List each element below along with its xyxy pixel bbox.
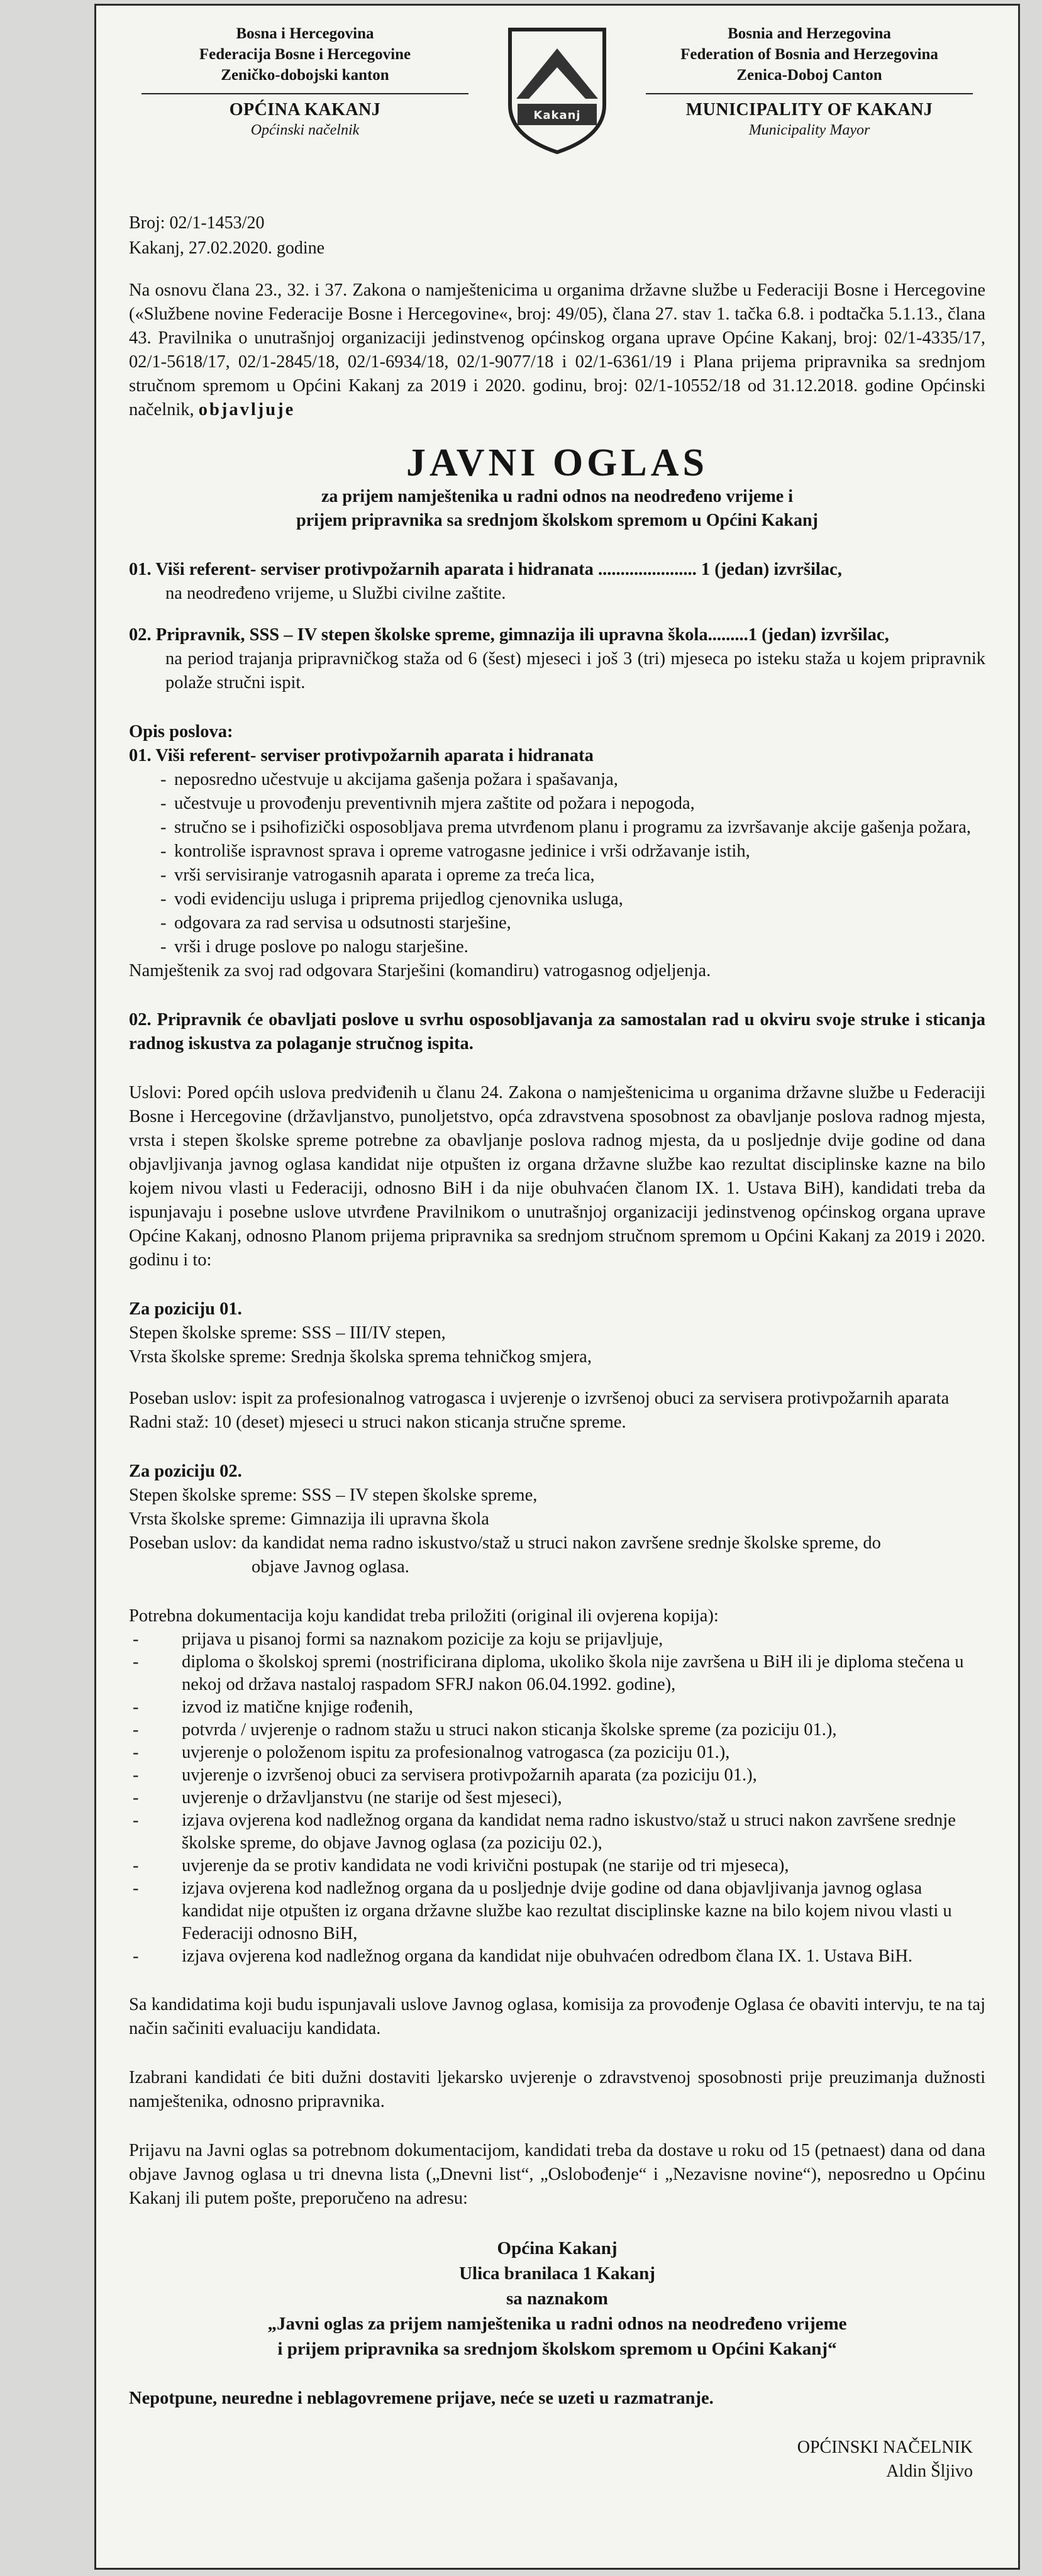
conditions-paragraph: Uslovi: Pored općih uslova predviđenih u članu 24. Zakona o namještenicima u organima državne službe u Federaciji Bosne i Hercegovine (državljanstvo, punoljetstvo, opća zdravstvena sposobnost za obavljanje poslova radnog mjesta, vrsta i stepen školske spreme potrebne za obavljanje poslova radnog mjesta, da u posljednje dvije godine od dana objavljivanja javnog oglasa kandidat nije otpušten iz organa državne službe kao rezultat disciplinske kazne na bilo kojem nivou vlasti u Federaciji, odnosno BiH i da nije obuhvaćen članom IX. 1. Ustava BiH), kandidati treba da ispunjavaju i posebne uslove utvrđene Pravilnikom o unutrašnjoj organizaciji jedinstvenog općinskog organa uprave Općine Kakanj, odnosno Planom prijema pripravnika sa srednjom stručnom spremom u Općini Kakanj za 2019 i 2020. godinu i to: xyxy=(129,1083,985,1270)
letterhead-left-line-2: Federacija Bosne i Hercegovine xyxy=(199,46,411,63)
letterhead xyxy=(129,23,985,188)
list-item: - izjava ovjerena kod nadležnog organa da kandidat nema radno iskustvo/staž u struci nakon završene srednje školske spreme, do objave Javnog oglasa (za poziciju 02.), xyxy=(129,1809,985,1855)
list-item: - uvjerenje o državljanstvu (ne starije od šest mjeseci), xyxy=(129,1787,985,1809)
application-paragraph: Prijavu na Javni oglas sa potrebnom dokumentacijom, kandidati treba da dostave u roku od 15 (petnaest) dana od dana objave Javnog oglasa u tri dnevna lista („Dnevni list“, „Oslobođenje“ i „Nezavisne novine“), neposredno u Općinu Kakanj ili putem pošte, preporučeno na adresu: xyxy=(129,2141,985,2208)
address-line: „Javni oglas za prijem namještenika u radni odnos na neodređeno vrijeme xyxy=(267,2314,847,2334)
list-item: - vodi evidenciju usluga i priprema prijedlog cjenovnika usluga, xyxy=(160,887,985,911)
list-item: - stručno se i psihofizički osposobljava prema utvrđenom planu i programu za izvršavanje akcije gašenja požara, xyxy=(160,816,985,840)
position-1-detail: na neodređeno vrijeme, u Službi civilne zaštite. xyxy=(165,584,506,603)
crest-lettering: Kakanj xyxy=(533,109,581,122)
letterhead-right-office: MUNICIPALITY OF KAKANJ xyxy=(685,100,933,119)
legal-basis-paragraph xyxy=(129,279,985,422)
list-item: - uvjerenje da se protiv kandidata ne vodi krivični postupak (ne starije od tri mjeseca), xyxy=(129,1855,985,1877)
address-line: sa naznakom xyxy=(506,2289,608,2309)
letterhead-right-line-2: Federation of Bosnia and Herzegovina xyxy=(680,46,938,63)
list-item: - izvod iz matične knjige rođenih, xyxy=(129,1696,985,1719)
signer-title: OPĆINSKI NAČELNIK xyxy=(797,2438,973,2457)
list-item: - uvjerenje o izvršenoj obuci za servisera protivpožarnih aparata (za poziciju 01.), xyxy=(129,1764,985,1787)
duties-1-responsibility: Namještenik za svoj rad odgovara Starješini (komandiru) vatrogasnog odjeljenja. xyxy=(129,961,711,980)
notice-subtitle-1: za prijem namještenika u radni odnos na neodređeno vrijeme i xyxy=(321,487,794,506)
documents-title: Potrebna dokumentacija koju kandidat treba priložiti (original ili ovjerena kopija): xyxy=(129,1606,719,1626)
address-line: Općina Kakanj xyxy=(497,2238,618,2258)
legal-basis-text: Na osnovu člana 23., 32. i 37. Zakona o namještenicima u organima državne službe u Federaciji Bosne i Hercegovine («Službene novine Federacije Bosne i Hercegovine«, broj: 49/05), člana 27. stav 1. tačka 6.8. i podtačka 5.1.13., člana 43. Pravilnika o unutrašnjoj organizaciji jedinstvenog općinskog organa uprave Općine Kakanj, broj: 02/1-4335/17, 02/1-5618/17, 02/1-2845/18, 02/1-6934/18, 02/1-9077/18 i 02/1-6361/19 i Plana prijema pripravnika sa srednjom stručnom spremom u Općini Kakanj za 2019 i 2020. godinu, broj: 02/1-10552/18 od 31.12.2018. godine Općinski načelnik, xyxy=(129,280,985,419)
reference-number: Broj: 02/1-1453/20 xyxy=(129,213,265,233)
signer-name: Aldin Šljivo xyxy=(886,2462,973,2481)
list-item: - prijava u pisanoj formi sa naznakom pozicije za koju se prijavljuje, xyxy=(129,1628,985,1651)
position-1-heading: 01. Viši referent- serviser protivpožarnih aparata i hidranata ...................... 1 (jedan) izvršilac, xyxy=(129,560,842,579)
position-1-requirement: Stepen školske spreme: SSS – III/IV stepen, xyxy=(129,1323,446,1343)
address-line: Ulica branilaca 1 Kakanj xyxy=(459,2263,655,2284)
list-item: - izjava ovjerena kod nadležnog organa da u posljednje dvije godine od dana objavljivanja javnog oglasa kandidat nije otpušten iz organa državne službe kao rezultat disciplinske kazne na bilo kojem nivou vlasti u Federaciji odnosno BiH, xyxy=(129,1877,985,1945)
letterhead-left xyxy=(129,23,481,141)
duties-1-list xyxy=(129,768,985,959)
final-note: Nepotpune, neuredne i neblagovremene prijave, neće se uzeti u razmatranje. xyxy=(129,2389,714,2408)
position-1-special-condition: Poseban uslov: ispit za profesionalnog vatrogasca i uvjerenje o izvršenoj obuci za servisera protivpožarnih aparata xyxy=(129,1389,950,1408)
list-item: - vrši servisiranje vatrogasnih aparata i opreme za treća lica, xyxy=(160,863,985,887)
notice-page xyxy=(94,4,1020,2570)
position-2-requirement: Vrsta školske spreme: Gimnazija ili upravna škola xyxy=(129,1509,489,1529)
address-line: i prijem pripravnika sa srednjom školskom spremom u Općini Kakanj“ xyxy=(277,2339,837,2359)
duties-1-heading: 01. Viši referent- serviser protivpožarnih aparata i hidranata xyxy=(129,746,594,765)
position-2-heading: 02. Pripravnik, SSS – IV stepen školske spreme, gimnazija ili upravna škola.........1 (jedan) izvršilac, xyxy=(129,625,889,645)
list-item: - neposredno učestvuje u akcijama gašenja požara i spašavanja, xyxy=(160,768,985,792)
letterhead-right-line-1: Bosnia and Herzegovina xyxy=(728,25,891,42)
position-2-detail: na period trajanja pripravničkog staža od 6 (šest) mjeseci i još 3 (tri) mjeseca po isteku staža u kojem pripravnik polaže stručni ispit. xyxy=(165,649,985,692)
list-item: - izjava ovjerena kod nadležnog organa da kandidat nije obuhvaćen odredbom člana IX. 1. Ustava BiH. xyxy=(129,1945,985,1968)
position-2-special-condition: Poseban uslov: da kandidat nema radno iskustvo/staž u struci nakon završene srednje školske spreme, do xyxy=(129,1533,881,1553)
duties-title: Opis poslova: xyxy=(129,722,233,741)
list-item: - kontroliše ispravnost sprava i opreme vatrogasne jedinice i vrši održavanje istih, xyxy=(160,840,985,863)
letterhead-right-line-3: Zenica-Doboj Canton xyxy=(736,67,882,84)
letterhead-left-line-1: Bosna i Hercegovina xyxy=(236,25,374,42)
list-item: - uvjerenje o položenom ispitu za profesionalnog vatrogasca (za poziciju 01.), xyxy=(129,1741,985,1764)
address-block xyxy=(129,2236,985,2362)
reference-block xyxy=(129,211,985,261)
position-1-requirement: Vrsta školske spreme: Srednja školska sprema tehničkog smjera, xyxy=(129,1347,592,1367)
letterhead-left-line-3: Zeničko-dobojski kanton xyxy=(221,67,389,84)
duties-2-paragraph: 02. Pripravnik će obavljati poslove u svrhu osposobljavanja za samostalan rad u okviru svoje struke i sticanja radnog iskustva za polaganje stručnog ispita. xyxy=(129,1010,985,1053)
letterhead-right xyxy=(633,23,985,141)
position-2-special-condition-cont: objave Javnog oglasa. xyxy=(252,1557,409,1577)
legal-basis-verb: objavljuje xyxy=(198,400,296,419)
notice-title: JAVNI OGLAS xyxy=(406,441,709,484)
letterhead-left-office: OPĆINA KAKANJ xyxy=(229,100,381,119)
position-1-experience: Radni staž: 10 (deset) mjeseci u struci nakon sticanja stručne spreme. xyxy=(129,1413,626,1432)
municipality-crest-icon xyxy=(501,23,614,162)
list-item: - vrši i druge poslove po nalogu starješine. xyxy=(160,935,985,959)
position-1-requirements-title: Za poziciju 01. xyxy=(129,1299,242,1319)
documents-list xyxy=(129,1628,985,1968)
list-item: - potvrda / uvjerenje o radnom stažu u struci nakon sticanja školske spreme (za poziciju 01.), xyxy=(129,1719,985,1741)
reference-date: Kakanj, 27.02.2020. godine xyxy=(129,238,325,258)
notice-subtitle-2: prijem pripravnika sa srednjom školskom spremom u Općini Kakanj xyxy=(296,511,818,530)
letterhead-right-sub: Municipality Mayor xyxy=(748,122,870,138)
list-item: - diploma o školskoj spremi (nostrificirana diploma, ukoliko škola nije završena u BiH ili je diploma stečena u nekoj od država nastaloj raspadom SFRJ nakon 06.04.1992. godine), xyxy=(129,1651,985,1696)
list-item: - učestvuje u provođenju preventivnih mjera zaštite od požara i nepogoda, xyxy=(160,792,985,816)
list-item: - odgovara za rad servisa u odsutnosti starješine, xyxy=(160,911,985,935)
position-2-requirement: Stepen školske spreme: SSS – IV stepen školske spreme, xyxy=(129,1485,538,1505)
letterhead-left-sub: Općinski načelnik xyxy=(250,122,360,138)
medical-paragraph: Izabrani kandidati će biti dužni dostaviti ljekarsko uvjerenje o zdravstvenoj sposobnosti prije preuzimanja dužnosti namještenika, odnosno pripravnika. xyxy=(129,2068,985,2111)
interview-paragraph: Sa kandidatima koji budu ispunjavali uslove Javnog oglasa, komisija za provođenje Oglasa će obaviti intervju, te na taj način sačiniti evaluaciju kandidata. xyxy=(129,1995,985,2038)
position-2-requirements-title: Za poziciju 02. xyxy=(129,1462,242,1481)
